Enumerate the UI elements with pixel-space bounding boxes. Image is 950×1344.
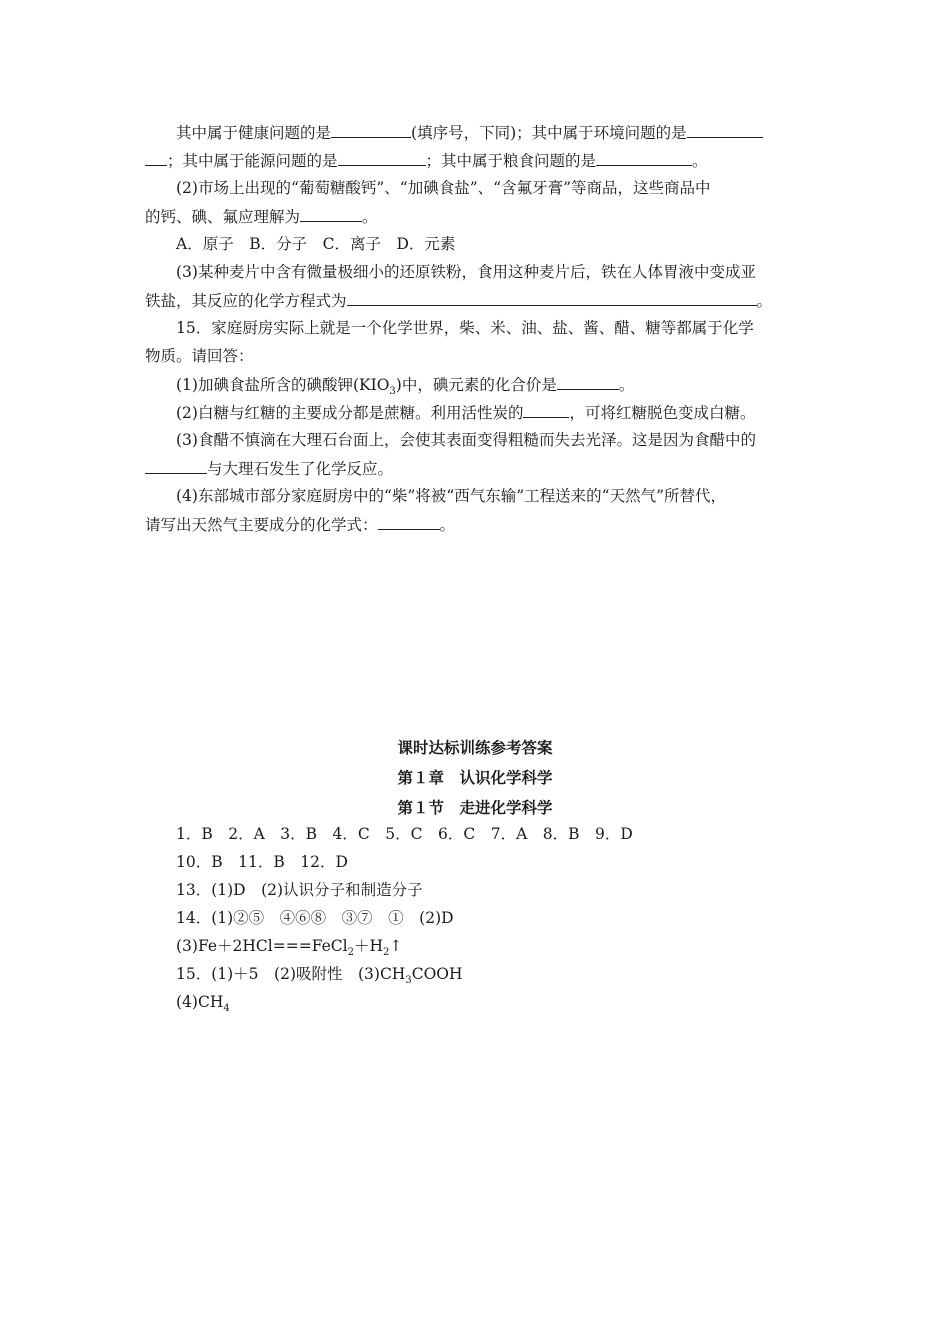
subscript: 3 xyxy=(389,386,396,398)
answer-blank xyxy=(145,150,167,166)
section-title: 第１节 走进化学科学 xyxy=(397,799,553,817)
text: (填序号，下同)；其中属于环境问题的是 xyxy=(411,124,687,142)
q15-4-line-2 xyxy=(145,514,815,535)
text: ；其中属于能源问题的是 xyxy=(167,152,338,170)
answer-blank xyxy=(557,374,619,390)
answer-line-2: 10．B 11．B 12．D xyxy=(176,853,348,871)
q15-4-line-1: (4)东部城市部分家庭厨房中的“柴”将被“西气东输”工程送来的“天然气”所替代， xyxy=(176,487,727,505)
subscript: 4 xyxy=(223,1003,230,1015)
text: 。 xyxy=(618,376,635,394)
subscript: 3 xyxy=(405,975,412,987)
q14-3-line-2 xyxy=(145,290,815,311)
answer-blank xyxy=(300,206,362,222)
q14-2-options: A．原子 B．分子 C．离子 D．元素 xyxy=(176,235,456,253)
text: 其中属于健康问题的是 xyxy=(176,124,332,142)
text: 的钙、碘、氟应理解为 xyxy=(145,208,301,226)
subscript: 2 xyxy=(347,947,354,959)
text: ；其中属于粮食问题的是 xyxy=(425,152,597,170)
q15-line-1: 15．家庭厨房实际上就是一个化学世界，柴、米、油、盐、酱、醋、糖等都属于化学 xyxy=(176,319,754,337)
answer-blank xyxy=(338,150,426,166)
answers-heading: 课时达标训练参考答案 xyxy=(397,739,553,757)
answer-blank xyxy=(687,122,763,138)
q15-3-line-1: (3)食醋不慎滴在大理石台面上，会使其表面变得粗糙而失去光泽。这是因为食醋中的 xyxy=(176,431,756,449)
q15-line-2: 物质。请回答： xyxy=(145,347,254,365)
text: 。 xyxy=(692,152,708,170)
answer-blank xyxy=(347,290,757,306)
text: 。 xyxy=(756,292,773,310)
answer-line-5 xyxy=(176,936,402,963)
q14-3-line-1: (3)某种麦片中含有微量极细小的还原铁粉，食用这种麦片后，铁在人体胃液中变成亚 xyxy=(176,263,756,281)
text: 铁盐，其反应的化学方程式为 xyxy=(145,292,347,310)
text: (4)CH xyxy=(176,993,224,1011)
text: ＋H xyxy=(353,937,383,955)
answer-line-7 xyxy=(176,992,230,1019)
text: 。 xyxy=(439,516,456,534)
text: 15．(1)＋5 (2)吸附性 (3)CH xyxy=(176,965,406,983)
answer-blank xyxy=(331,122,411,138)
text: 请写出天然气主要成分的化学式： xyxy=(145,516,378,534)
q14-line-1 xyxy=(176,122,846,143)
text: COOH xyxy=(411,965,463,983)
chapter-title: 第１章 认识化学科学 xyxy=(397,769,553,787)
answer-line-6 xyxy=(176,964,463,991)
text: (2)白糖与红糖的主要成分都是蔗糖。利用活性炭的 xyxy=(176,404,524,422)
text: ↑ xyxy=(389,937,403,955)
answer-line-1: 1．B 2．A 3．B 4．C 5．C 6．C 7．A 8．B 9．D xyxy=(176,825,633,843)
answer-line-3: 13．(1)D (2)认识分子和制造分子 xyxy=(176,881,423,899)
text: (3)Fe＋2HCl===FeCl xyxy=(176,937,348,955)
q14-line-2 xyxy=(145,150,815,171)
subscript: 2 xyxy=(383,947,390,959)
text: )中，碘元素的化合价是 xyxy=(395,376,557,394)
text: (1)加碘食盐所含的碘酸钾(KIO xyxy=(176,376,390,394)
text: ，可将红糖脱色变成白糖。 xyxy=(569,404,756,422)
answer-blank xyxy=(596,150,692,166)
text: 。 xyxy=(362,208,378,226)
q15-1-line xyxy=(176,374,846,402)
answer-blank xyxy=(145,458,207,474)
q15-3-line-2 xyxy=(145,458,815,479)
q15-2-line xyxy=(176,402,846,423)
answer-blank xyxy=(378,514,440,530)
q14-2-line-1: (2)市场上出现的“葡萄糖酸钙”、“加碘食盐”、“含氟牙膏”等商品，这些商品中 xyxy=(176,179,711,197)
q14-2-line-2 xyxy=(145,206,815,227)
answer-blank xyxy=(523,402,569,418)
answer-line-4: 14．(1)②⑤ ④⑥⑧ ③⑦ ① (2)D xyxy=(176,909,454,927)
text: 与大理石发生了化学反应。 xyxy=(207,460,394,478)
